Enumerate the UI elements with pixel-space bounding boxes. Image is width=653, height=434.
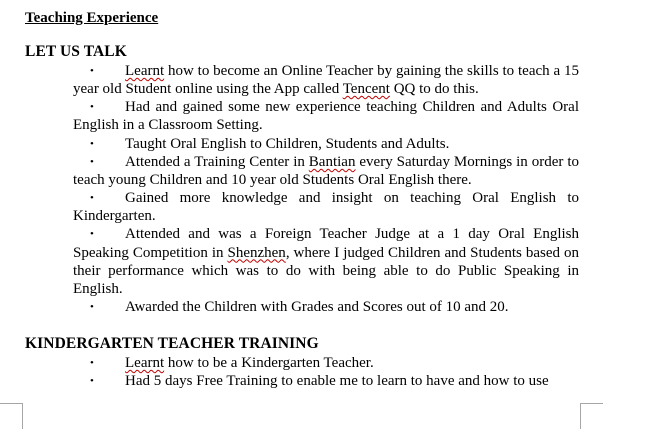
bullet-icon: •	[90, 357, 94, 369]
list-item-text: how to become an Online Teacher by gaining the skills to teach a 15 year old Student online using the App called	[73, 63, 579, 98]
list-item	[73, 135, 579, 153]
bullet-icon: •	[90, 155, 94, 168]
list-item-text: Had 5 days Free Training to enable me to learn to have and how to use	[125, 373, 549, 390]
list-item	[73, 98, 579, 134]
list-item-text: every Saturday Mornings in order to teach young Children and 10 year old Students Oral English there.	[73, 153, 579, 188]
list-item	[73, 225, 579, 298]
list-item	[73, 153, 579, 189]
list-item-text: QQ to do this.	[389, 81, 479, 98]
list-item-text: Awarded the Children with Grades and Scores out of 10 and 20.	[125, 299, 509, 316]
list-item	[73, 354, 579, 372]
spellcheck-flagged-word: Learnt	[125, 355, 165, 371]
section-heading-let-us-talk: LET US TALK	[25, 43, 127, 60]
bullet-icon: •	[90, 375, 94, 388]
bullet-list-let-us-talk	[73, 62, 579, 316]
list-item-text: Attended a Training Center in	[125, 153, 309, 170]
bullet-icon: •	[90, 65, 94, 77]
bullet-icon: •	[90, 137, 94, 150]
list-item-text: how to be a Kindergarten Teacher.	[164, 355, 374, 371]
list-item-text: Taught Oral English to Children, Students and Adults.	[125, 135, 450, 152]
spellcheck-flagged-word: Shenzhen	[227, 244, 286, 261]
spellcheck-flagged-word: Tencent	[342, 81, 390, 98]
bullet-icon: •	[90, 101, 94, 114]
page-margin-corner-marker-left	[0, 403, 23, 429]
list-item-text: Gained more knowledge and insight on teaching Oral English to Kindergarten.	[73, 190, 579, 225]
list-item	[73, 189, 579, 225]
bullet-icon: •	[90, 192, 94, 205]
list-item	[73, 372, 579, 390]
spellcheck-flagged-word: Learnt	[125, 63, 165, 79]
bullet-icon: •	[90, 301, 94, 314]
bullet-list-kindergarten-training	[73, 354, 579, 390]
list-item-text: Attended and was a Foreign Teacher Judge at a 1 day Oral English Speaking Competition in	[73, 226, 579, 261]
bullet-icon: •	[90, 228, 94, 241]
list-item	[73, 62, 579, 98]
spellcheck-flagged-word: Bantian	[308, 153, 356, 170]
list-item-text: Had and gained some new experience teaching Children and Adults Oral English in a Classroom Setting.	[73, 99, 579, 134]
page-margin-corner-marker-right	[580, 403, 603, 429]
document-title: Teaching Experience	[25, 10, 159, 26]
list-item	[73, 298, 579, 316]
list-item-text: , where I judged Children and Students based on their performance which was to do with being able to do Public Speaking in English.	[73, 244, 579, 297]
section-heading-kindergarten-training: KINDERGARTEN TEACHER TRAINING	[25, 335, 319, 352]
